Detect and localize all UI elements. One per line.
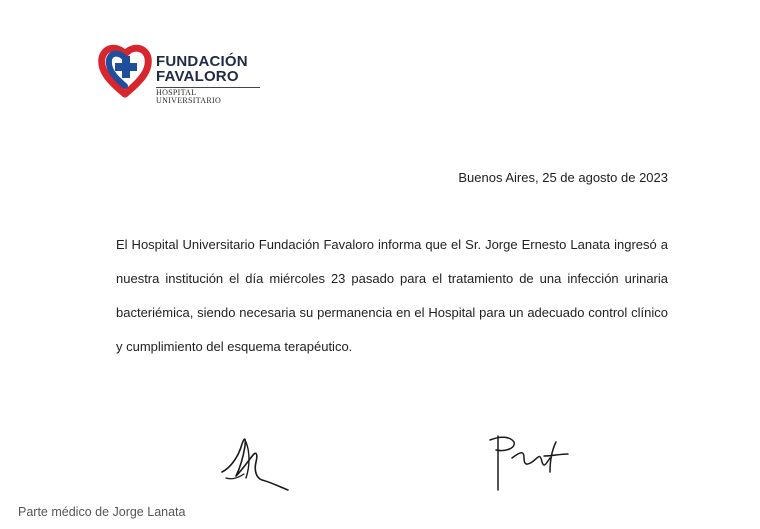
signature-right xyxy=(484,428,570,494)
letter-body: El Hospital Universitario Fundación Favaloro informa que el Sr. Jorge Ernesto Lanata ingresó a nuestra institución el día miércoles 23 pasado para el tratamiento de una infección urinaria bacteriémica, siendo necesaria su permanencia en el Hospital para un adecuado control clínico y cumplimiento del esquema terapéutico. xyxy=(116,237,668,354)
logo-subtitle: HOSPITAL UNIVERSITARIO xyxy=(156,87,260,105)
logo-name-line2: FAVALORO xyxy=(156,68,239,85)
heart-cross-logo-icon xyxy=(98,42,152,98)
logo-name-line1: FUNDACIÓN xyxy=(156,53,248,70)
fundacion-favaloro-logo xyxy=(98,42,278,105)
image-caption: Parte médico de Jorge Lanata xyxy=(18,505,186,519)
letter-date: Buenos Aires, 25 de agosto de 2023 xyxy=(458,170,668,185)
logo-text xyxy=(156,54,260,105)
signature-left xyxy=(216,428,294,494)
